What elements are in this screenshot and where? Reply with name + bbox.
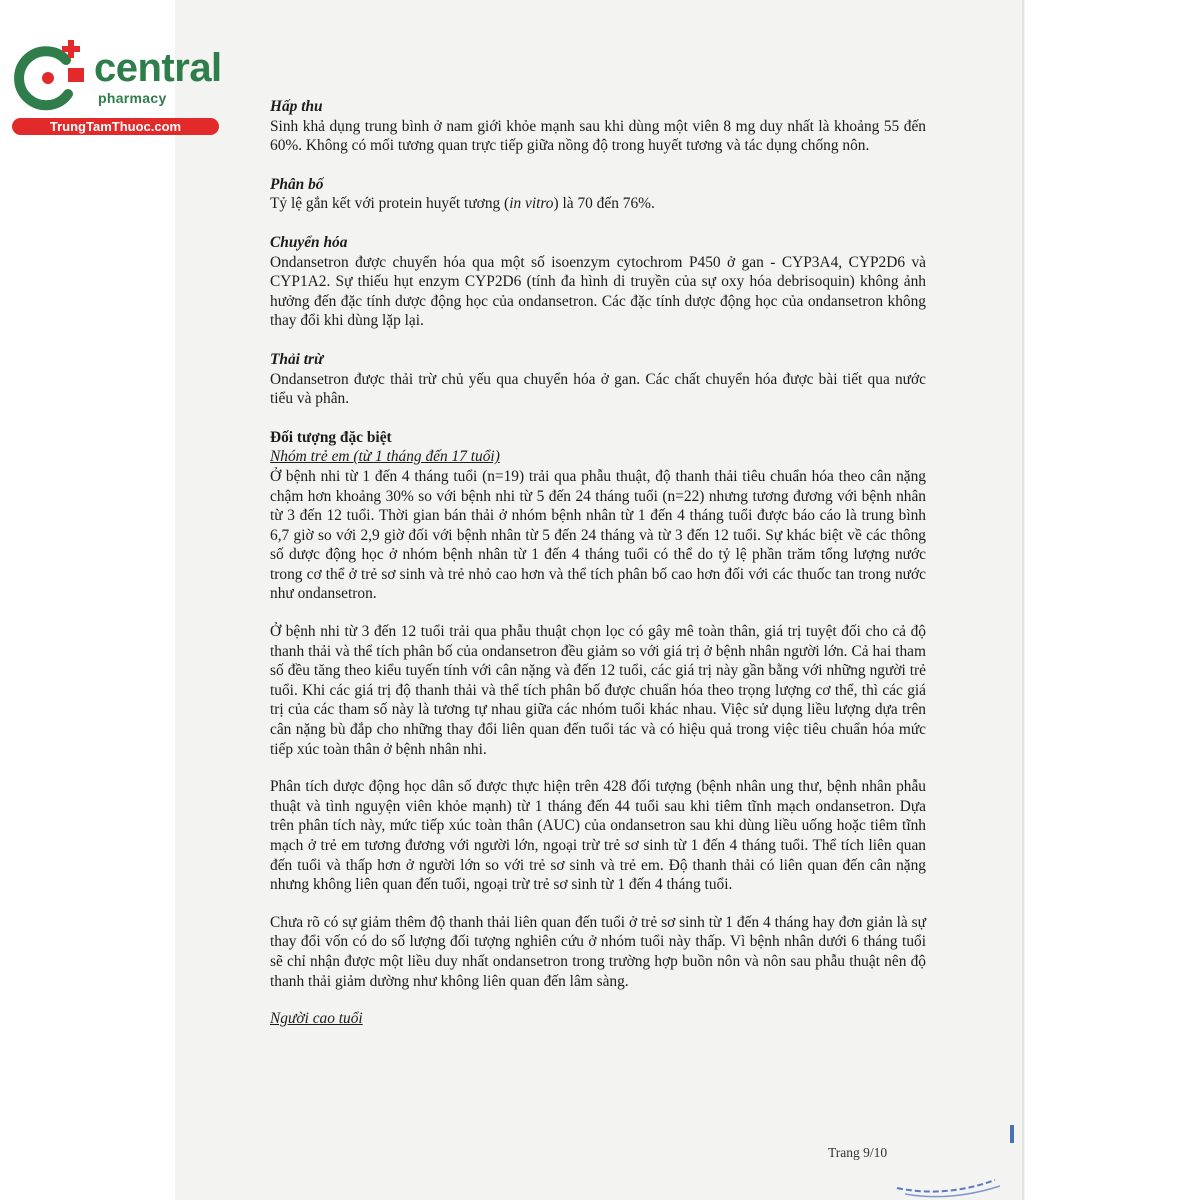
logo-subtitle: pharmacy bbox=[98, 90, 167, 106]
metabolism-text: Ondansetron được chuyển hóa qua một số isoenzym cytochrom P450 ở gan - CYP3A4, CYP2D6 và CYP1A2. Sự thiếu hụt enzym CYP2D6 (tính đa hình di truyền của sự oxy hóa debrisoquin) không ảnh hưởng đến đặc tính dược động học của ondansetron. Các đặc tính dược động học của ondansetron không thay đổi khi dùng lặp lại. bbox=[270, 253, 926, 330]
heading-special-populations: Đối tượng đặc biệt bbox=[270, 428, 392, 446]
subheading-elderly: Người cao tuổi bbox=[270, 1010, 363, 1028]
central-pharmacy-logo bbox=[10, 38, 222, 138]
pediatric-paragraph-2: Ở bệnh nhi từ 3 đến 12 tuổi trải qua phẫu thuật chọn lọc có gây mê toàn thân, giá trị tuyệt đối cho cả độ thanh thải và thể tích phân bố của ondansetron đều giảm so với giá trị ở bệnh nhân người lớn. Cả hai tham số đều tăng theo kiểu tuyến tính với cân nặng và đến 12 tuổi, các giá trị này gần bằng với những người trẻ tuổi. Khi các giá trị độ thanh thải và thể tích phân bố được chuẩn hóa theo trọng lượng cơ thể, thì các giá trị của các tham số này là tương tự nhau giữa các nhóm tuổi khác nhau. Việc sử dụng liều lượng dựa trên cân nặng bù đắp cho những thay đổi liên quan đến tuổi tác và có hiệu quả trong việc tiêu chuẩn hóa mức tiếp xúc toàn thân ở bệnh nhân nhi. bbox=[270, 623, 926, 758]
page-edge bbox=[1022, 0, 1024, 1200]
heading-metabolism: Chuyển hóa bbox=[270, 233, 348, 251]
pediatric-paragraph-4: Chưa rõ có sự giảm thêm độ thanh thải liên quan đến tuổi ở trẻ sơ sinh từ 1 đến 4 tháng hay đơn giản là sự thay đổi vốn có do số lượng đối tượng nghiên cứu ở nhóm tuổi này thấp. Vì bệnh nhân dưới 6 tháng tuổi sẽ chỉ nhận được một liều duy nhất ondansetron trong trường hợp buồn nôn và nôn sau phẫu thuật nên độ thanh thải giảm dường như không liên quan đến lâm sàng. bbox=[270, 913, 926, 990]
scan-mark bbox=[1010, 1125, 1014, 1143]
stamp-fragment-icon bbox=[895, 1170, 1005, 1200]
logo-name: central bbox=[94, 46, 222, 90]
pediatric-paragraph-3: Phân tích dược động học dân số được thực hiện trên 428 đối tượng (bệnh nhân ung thư, bệnh nhân phẫu thuật và tình nguyện viên khỏe mạnh) từ 1 tháng đến 44 tuổi sau khi tiêm tĩnh mạch ondansetron. Dựa trên phân tích này, mức tiếp xúc toàn thân (AUC) của ondansetron sau khi dùng liều uống hoặc tiêm tĩnh mạch ở trẻ em tương đương với người lớn, ngoại trừ trẻ sơ sinh từ 1 đến 4 tháng tuổi. Thể tích liên quan đến tuổi và thấp hơn ở người lớn so với trẻ sơ sinh và trẻ em. Độ thanh thải có liên quan đến cân nặng nhưng không liên quan đến tuổi, ngoại trừ trẻ sơ sinh từ 1 đến 4 tháng tuổi. bbox=[270, 778, 926, 894]
document-body bbox=[270, 97, 926, 1029]
absorption-text: Sinh khả dụng trung bình ở nam giới khỏe mạnh sau khi dùng một viên 8 mg duy nhất là khoảng 55 đến 60%. Không có mối tương quan trực tiếp giữa nồng độ trong huyết tương và tác dụng chống nôn. bbox=[270, 117, 926, 155]
logo-website: TrungTamThuoc.com bbox=[12, 118, 219, 135]
page-number: Trang 9/10 bbox=[828, 1145, 888, 1160]
pharmacy-cross-icon bbox=[10, 38, 90, 118]
pediatric-paragraph-1: Ở bệnh nhi từ 1 đến 4 tháng tuổi (n=19) trải qua phẫu thuật, độ thanh thải tiêu chuẩn hóa theo cân nặng chậm hơn khoảng 30% so với bệnh nhi từ 5 đến 24 tháng tuổi (n=22) nhưng tương đương với bệnh nhân từ 3 đến 12 tuổi. Thời gian bán thải ở nhóm bệnh nhân từ 1 đến 4 tháng tuổi được báo cáo là trung bình 6,7 giờ so với 2,9 giờ đối với bệnh nhân từ 5 đến 24 tháng và từ 3 đến 12 tuổi. Sự khác biệt về các thông số dược động học ở nhóm bệnh nhân từ 1 đến 4 tháng tuổi có thể do tỷ lệ phần trăm tổng lượng nước trong cơ thể ở trẻ sơ sinh và trẻ nhỏ cao hơn và thể tích phân bố cao hơn đối với các thuốc tan trong nước như ondansetron. bbox=[270, 467, 926, 603]
heading-absorption: Hấp thu bbox=[270, 98, 323, 115]
subheading-pediatric: Nhóm trẻ em (từ 1 tháng đến 17 tuổi) bbox=[270, 448, 500, 466]
distribution-text: Tỷ lệ gắn kết với protein huyết tương (in vitro) là 70 đến 76%. bbox=[270, 195, 655, 213]
heading-distribution: Phân bố bbox=[270, 175, 324, 193]
elimination-text: Ondansetron được thải trừ chủ yếu qua chuyển hóa ở gan. Các chất chuyển hóa được bài tiết qua nước tiểu và phân. bbox=[270, 370, 926, 408]
heading-elimination: Thải trừ bbox=[270, 350, 324, 368]
